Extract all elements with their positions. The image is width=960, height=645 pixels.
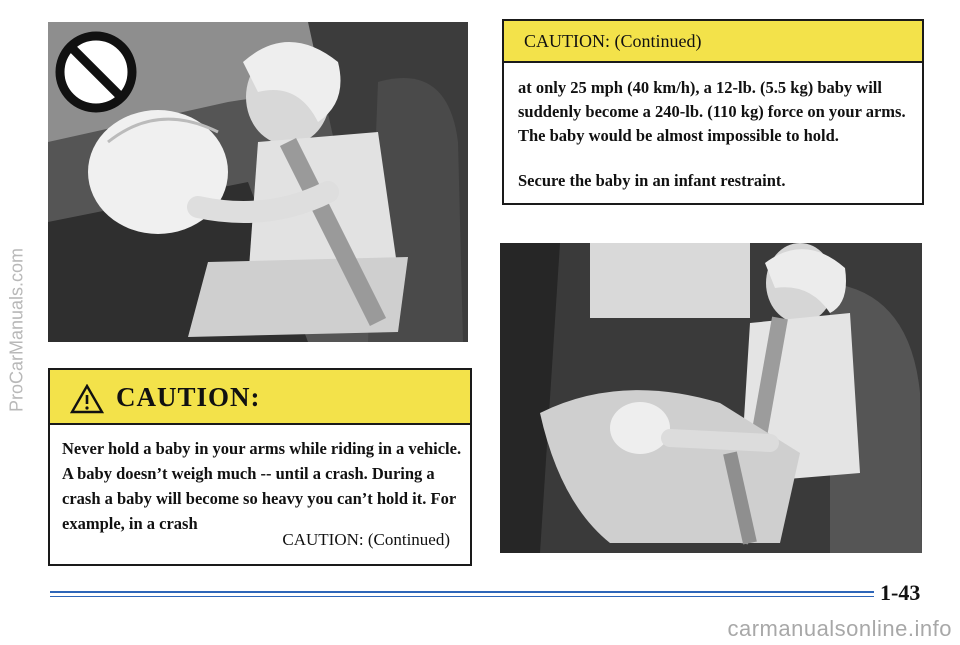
caution-box-left [48,368,472,566]
caution-header-right [504,21,922,63]
illustration-holding-baby [48,22,468,342]
caution-continued-label: CAUTION: (Continued) [282,530,450,549]
prohibition-sign-icon [60,36,132,108]
caution-title-right: CAUTION: (Continued) [524,31,702,51]
caution-title-left: CAUTION: [116,382,261,412]
illustration-infant-restraint [500,243,922,553]
bottom-watermark: carmanualsonline.info [727,616,952,641]
caution-secure-instruction: Secure the baby in an infant restraint. [518,171,786,190]
infant-restraint-drawing [500,243,922,553]
footer-rule-thin [50,596,874,597]
side-watermark-text: ProCarManuals.com [6,247,27,413]
holding-baby-drawing [48,22,468,342]
warning-triangle-icon [70,384,104,414]
footer-rule [50,591,874,593]
caution-body-left: Never hold a baby in your arms while riding in a vehicle. A baby doesn’t weigh much -- until a crash. During a crash a baby will become so heavy you can’t hold it. For example, in a crash [62,439,462,533]
caution-header-left [50,370,470,425]
caution-body-right: at only 25 mph (40 km/h), a 12-lb. (5.5 kg) baby will suddenly become a 240-lb. (110 kg) force on your arms. The baby would be almost impossible to hold. [518,78,906,145]
caution-box-right [502,19,924,205]
side-watermark [4,180,30,480]
page-number: 1-43 [880,580,921,605]
